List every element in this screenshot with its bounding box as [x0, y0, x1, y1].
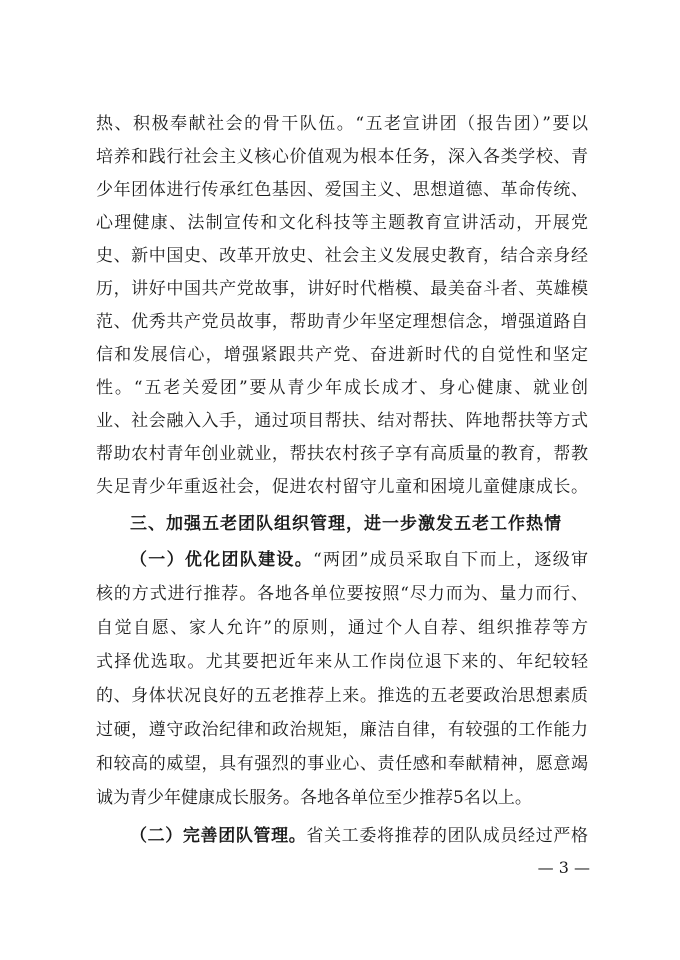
subsection-1-line-3: 自觉自愿、家人允许”的原则，通过个人自荐、组织推荐等方: [96, 618, 588, 638]
subsection-1-title: （一）优化团队建设。: [130, 550, 314, 570]
body-line-11: 帮助农村青年创业就业，帮扶农村孩子享有高质量的教育，帮教: [96, 444, 588, 464]
body-line-12: 失足青少年重返社会，促进农村留守儿童和困境儿童健康成长。: [96, 477, 588, 497]
body-line-10: 业、社会融入入手，通过项目帮扶、结对帮扶、阵地帮扶等方式: [96, 411, 588, 431]
subsection-1-first-line: [130, 548, 588, 572]
section-heading: 三、加强五老团队组织管理，进一步激发五老工作热情: [130, 514, 562, 534]
subsection-1-line-2: 核的方式进行推荐。各地各单位要按照“尽力而为、量力而行、: [96, 584, 588, 604]
body-line-2: 培养和践行社会主义核心价值观为根本任务，深入各类学校、青: [96, 147, 588, 167]
body-line-6: 历，讲好中国共产党故事，讲好时代楷模、最美奋斗者、英雄模: [96, 279, 588, 299]
body-line-9: 性。“五老关爱团”要从青少年成长成才、身心健康、就业创: [96, 378, 588, 398]
body-line-7: 范、优秀共产党员故事，帮助青少年坚定理想信念，增强道路自: [96, 312, 588, 332]
body-line-3: 少年团体进行传承红色基因、爱国主义、思想道德、革命传统、: [96, 180, 588, 200]
subsection-2-first-line-text: 省关工委将推荐的团队成员经过严格: [306, 826, 589, 846]
page-number: — 3 —: [537, 858, 590, 877]
subsection-1-line-8: 诚为青少年健康成长服务。各地各单位至少推荐5名以上。: [96, 788, 532, 808]
body-line-1: 热、积极奉献社会的骨干队伍。“五老宣讲团（报告团）”要以: [96, 114, 588, 134]
subsection-2-first-line: [130, 824, 588, 848]
body-line-5: 史、新中国史、改革开放史、社会主义发展史教育，结合亲身经: [96, 246, 588, 266]
body-line-8: 信和发展信心，增强紧跟共产党、奋进新时代的自觉性和坚定: [96, 345, 588, 365]
subsection-1-line-4: 式择优选取。尤其要把近年来从工作岗位退下来的、年纪较轻: [96, 652, 588, 672]
body-line-4: 心理健康、法制宣传和文化科技等主题教育宣讲活动，开展党: [96, 213, 588, 233]
subsection-1-line-5: 的、身体状况良好的五老推荐上来。推选的五老要政治思想素质: [96, 686, 588, 706]
subsection-1-line-6: 过硬，遵守政治纪律和政治规矩，廉洁自律，有较强的工作能力: [96, 720, 588, 740]
subsection-2-title: （二）完善团队管理。: [130, 826, 307, 846]
subsection-1-first-line-text: “两团”成员采取自下而上，逐级审: [313, 550, 588, 570]
subsection-1-line-7: 和较高的威望，具有强烈的事业心、责任感和奉献精神，愿意竭: [96, 754, 588, 774]
